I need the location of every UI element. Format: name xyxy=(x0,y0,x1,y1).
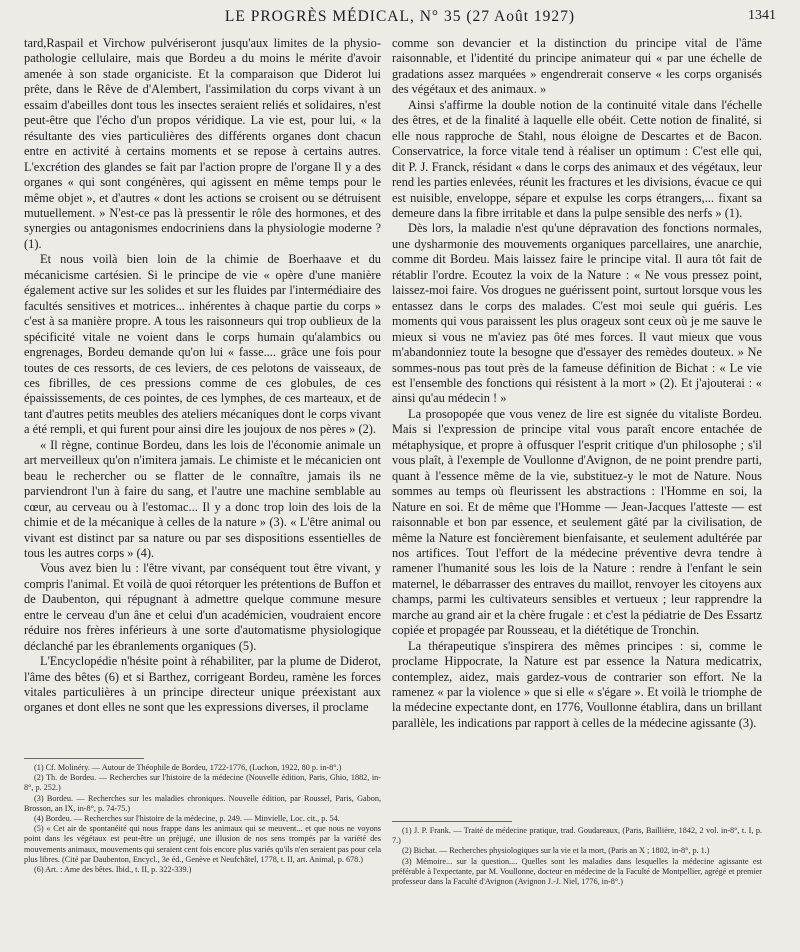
footnotes-right xyxy=(392,826,762,887)
paragraph: Vous avez bien lu : l'être vivant, par conséquent tout être vivant, y compris l'animal. Et voilà de quoi rétorquer les prétentions de Buffon et de Daubenton, qui répugnant à admettre quelque commune mesure entre le cerveau d'un âne et celui d'un académicien, voudraient encore réduire nos frères inférieurs à une sorte d'automatisme physiologique déclanché par les ébranlements organiques (5). xyxy=(24,561,381,653)
paragraph: « Il règne, continue Bordeu, dans les lois de l'économie animale un art merveilleux qu'on n'imitera jamais. Le chimiste et le mécanicien ont beau le rechercher ou se flatter de le connaître, jamais ils ne parviendront l'un à faire du sang, et l'autre une machine semblable au cœur, au cerveau ou à l'estomac... Il y a donc trop loin des lois de la chimie et de la mécanique à celles de la nature » (3). « L'être animal ou vivant est distinct par sa nature ou par ses dispositions essentielles de tous les autres corps » (4). xyxy=(24,437,381,560)
footnote: (5) « Cet air de spontanéité qui nous frappe dans les animaux qui se meuvent... et que nous ne voyons point dans les végétaux est peut-être un préjugé, une illusion de nos sens trompés par la variété des mouvements animaux, mouvements qui seraient cent fois encore plus variés qu'ils n'en seraient pas pour cela plus libres. (Cité par Daubenton, Encycl., 3e éd., Genève et Neufchâtel, 1778, t. II, art. Animal, p. 678.) xyxy=(24,824,381,864)
paragraph: Ainsi s'affirme la double notion de la continuité vitale dans l'échelle des êtres, et de la finalité à laquelle elle obéit. Cette notion de finalité, si elle nous rapproche de Stahl, nous éloigne de Descartes et de Bacon. Conservatrice, la force vitale tend à réaliser un optimum : C'est elle qui, dit P. J. Franck, résidant « dans le corps des animaux et des végétaux, leur rend les parties enlevées, réunit les fractures et les divisions, évacue ce qui est nuisible, enveloppe, sépare et expulse les corps étrangers,... fixant sa demeure dans la fibre irritable et dans la pulpe sensible des nerfs » (1). xyxy=(392,97,762,220)
footnote: (3) Mémoire... sur la question.... Quelles sont les maladies dans lesquelles la médecine agissante est préférable à l'expectante, par M. Voullonne, docteur en médecine de la Faculté de Montpellier, agrégé et premier professeur dans la Faculté d'Avignon (Avignon J.-J. Niel, 1776, in-8°.) xyxy=(392,856,762,887)
paragraph: tard,Raspail et Virchow pulvériseront jusqu'aux limites de la physio-pathologie cellulaire, mais que Bordeu a du moins le mérite d'avoir amenée à son stade organiciste. Et la comparaison que Diderot lui prête, dans le Rêve de d'Alembert, l'assimilation du corps vivant à un essaim d'abeilles dont tous les insectes seraient reliés et solidaires, n'est peut-être que l'écho d'un propos véridique. La vie est, pour lui, « la résultante des vies particulières des différents organes dont chacun entre en activité à certains moments et se repose à certains autres. L'excrétion des glandes se fait par l'action propre de l'organe Il y a des organes « qui sont congénères, qui agissent en même temps pour le même objet », et d'autres « dont les actions se croisent ou se détruisent mutuellement. » N'est-ce pas là pressentir le rôle des hormones, et des synergies ou antagonismes endocriniens dans la physiologie moderne ? (1). xyxy=(24,36,381,251)
footnote: (6) Art. : Ame des bêtes. Ibid., t. II, p. 322-339.) xyxy=(34,865,192,875)
footnote: (3) Bordeu. — Recherches sur les maladies chroniques. Nouvelle édition, par Roussel, Paris, Gabon, Brosson, an IX, in-8°, p. 74-75.) xyxy=(24,793,381,813)
footnote: (2) Th. de Bordeu. — Recherches sur l'histoire de la médecine (Nouvelle édition, Paris, Ghio, 1882, in-8°, p. 252.) xyxy=(24,773,381,793)
paragraph: comme son devancier et la distinction du principe vital de l'âme raisonnable, et l'identité du principe animateur qui « par une échelle de gradations assez marquées » engendrerait conserve « les corps organisés des végétaux et des animaux. » xyxy=(392,36,762,97)
paragraph: Dès lors, la maladie n'est qu'une dépravation des fonctions normales, une dysharmonie des mouvements organiques parcellaires, une anarchie, comme dit Bordeu. Mais laissez faire le principe vital. Il aura tôt fait de rétablir l'ordre. Ecoutez la voix de la Nature : « Ne vous pressez point, laissez-moi faire. Vos drogues ne guérissent point, surtout lorsque vous les entassez dans le corps des malades. C'est moi seule qui guéris. Les moments qui vous paraissent les plus orageux sont ceux où je me sauve le mieux si vous ne m'aviez pas ôté mes forces. Il vaut mieux que vous m'abandonniez toute la besogne que d'essayer des remèdes douteux. » Ne sommes-nous pas tout près de la fameuse définition de Bichat : « Le vie est l'ensemble des fonctions qui résistent à la mort » (2). Et j'ajouterai : « ainsi qu'au médecin ! » xyxy=(392,221,762,406)
footnote: (4) Bordeu. — Recherches sur l'histoire de la médecine, p. 249. — Minvielle, Loc. cit., p. 54. xyxy=(34,814,340,824)
page-header xyxy=(0,8,800,30)
paragraph: La prosopopée que vous venez de lire est signée du vitaliste Bordeu. Mais si l'expression de principe vital vous paraît encore entachée de métaphysique, et propre à offusquer l'esprit critique d'un philosophe ; s'il vous plaît, à l'exemple de Voullonne d'Avignon, de ne point prendre parti, quant à l'essence même de la vie, substituez-y le mot de Nature. Nous sommes au temps où fleurissent les abstractions : l'Homme en soi, la Nature en soi. Et de même que l'Homme — Jean-Jacques l'atteste — est raisonnable et bon par essence, et seulement gâté par la civilisation, de même la Nature est foncièrement bienfaisante, et seulement adultérée par nos artifices. Tout l'effort de la médecine préventive devra tendre à ramener l'humanité sous les lois de la Nature : rendre à l'enfant le sein maternel, le débarrasser des entraves du maillot, renvoyer les citoyens aux champs, parmi les cultivateurs sensibles et vertueux ; leur rapprendre la marche au grand air et la chère frugale : et c'est la pédiatrie de Des Essartz copiée et propagée par Rousseau, et la diététique de Tronchin. xyxy=(392,406,762,638)
footnote-divider xyxy=(24,758,144,759)
right-column xyxy=(392,36,762,731)
footnotes-left xyxy=(24,763,381,875)
footnote: (1) J. P. Frank. — Traité de médecine pratique, trad. Goudareaux, (Paris, Baillière, 1842, 2 vol. in-8°, t. I, p. 7.) xyxy=(392,826,762,846)
paragraph: L'Encyclopédie n'hésite point à réhabiliter, par la plume de Diderot, l'âme des bêtes (6) et si Barthez, corrigeant Bordeu, ramène les forces vitales particulières à un principe directeur unique préexistant aux organes et dont elles ne sont que les expressions diverses, il proclame xyxy=(24,654,381,715)
footnote-divider xyxy=(392,821,512,822)
page-number: 1341 xyxy=(748,8,776,23)
footnote: (1) Cf. Molinéry. — Autour de Théophile de Bordeu, 1722-1776, (Luchon, 1922, 80 p. in-8°.) xyxy=(34,763,342,772)
paragraph: Et nous voilà bien loin de la chimie de Boerhaave et du mécanicisme cartésien. Si le principe de vie « opère d'une manière également active sur les solides et sur les fluides par l'intermédiaire des facultés sensitives et motrices... inhérentes à chaque partie du corps » c'est à sa manière propre. A tous les raisonneurs qui trop oublieux de la spécificité vitale ne voient dans le corps humain qu'alambics ou engrenages, Bordeu demande qu'on lui « fasse.... grâce une fois pour toutes de ces ressorts, de ces leviers, de ces pelotons de vaisseaux, de ces fibrilles, de ces pressions comme de ces globules, de ces épaississements, de ces pointes, de ces lymphes, de ces marteaux, et de tant d'autres petits meubles des ateliers mécaniques dont le corps vivant a été rempli, et qui furent pour ainsi dire les joujoux de nos pères » (2). xyxy=(24,252,381,437)
paragraph: La thérapeutique s'inspirera des mêmes principes : si, comme le proclame Hippocrate, la Nature est par essence la Natura medicatrix, contemplez, aidez, mais gardez-vous de contrarier son effort. Ne la ramenez « par la violence » que si elle « s'égare ». Et voilà le triomphe de la médecine expectante dont, en 1776, Voullonne établira, dans un brillant parallèle, les indications par rapport à celles de la médecine agissante (3). xyxy=(392,638,762,730)
left-column xyxy=(24,36,381,716)
running-title: LE PROGRÈS MÉDICAL, N° 35 (27 Août 1927) xyxy=(224,8,576,25)
footnote: (2) Bichat. — Recherches physiologiques sur la vie et la mort, (Paris an X ; 1802, in-8°, p. 1.) xyxy=(402,846,710,856)
